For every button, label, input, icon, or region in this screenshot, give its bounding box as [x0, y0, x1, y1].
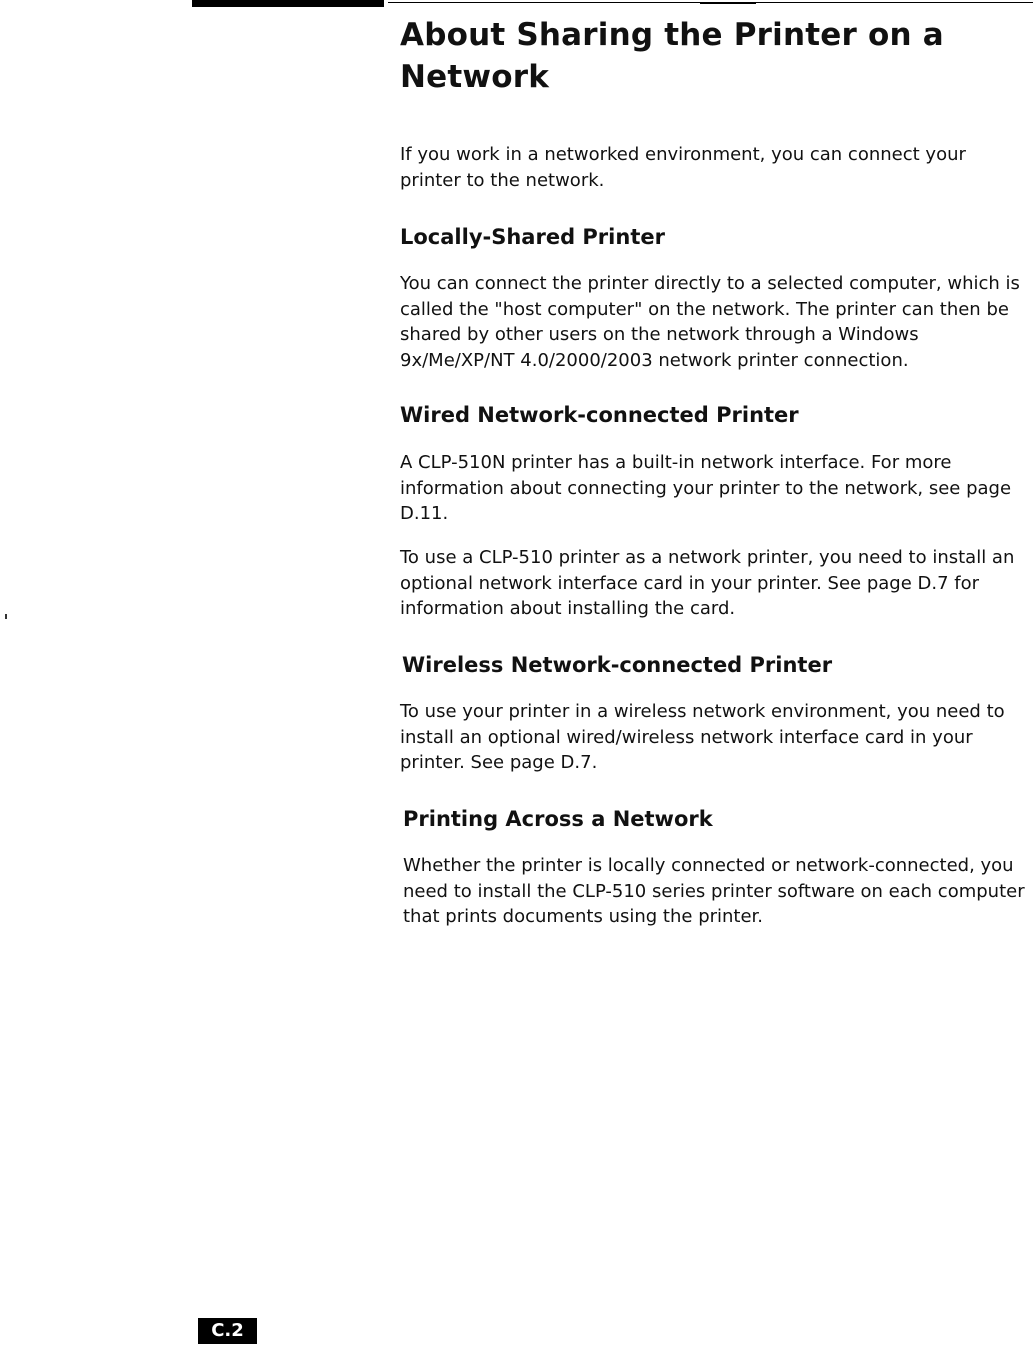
section-heading-wired: Wired Network-connected Printer — [400, 403, 799, 427]
wired-paragraph-1: A CLP-510N printer has a built-in network interface. For more information about connecting your printer to the network, see page D.11. — [400, 452, 1012, 524]
section-heading-printing-across: Printing Across a Network — [403, 807, 713, 831]
wired-paragraph-2: To use a CLP-510 printer as a network printer, you need to install an optional network interface card in your printer. See page D.7 for information about installing the card. — [400, 547, 1015, 619]
intro-paragraph: If you work in a networked environment, you can connect your printer to the network. — [400, 144, 966, 191]
header-rule-tick — [700, 3, 756, 4]
printing-across-paragraph: Whether the printer is locally connected or network-connected, you need to install the CLP-510 series printer software on each computer that prints documents using the printer. — [403, 855, 1025, 927]
section-heading-wireless: Wireless Network-connected Printer — [402, 653, 833, 677]
wireless-paragraph: To use your printer in a wireless network environment, you need to install an optional wired/wireless network interface card in your printer. See page D.7. — [400, 701, 1005, 773]
locally-shared-paragraph: You can connect the printer directly to a selected computer, which is called the "host computer" on the network. The printer can then be shared by other users on the network through a Windows 9x/Me/XP/NT 4.0/2000/2003 network printer connection. — [400, 273, 1020, 371]
page-title: About Sharing the Printer on a Network — [400, 17, 944, 95]
margin-mark — [5, 614, 7, 619]
header-bar — [192, 0, 384, 7]
page-number-badge: C.2 — [198, 1318, 257, 1344]
section-heading-locally-shared: Locally-Shared Printer — [400, 225, 665, 249]
